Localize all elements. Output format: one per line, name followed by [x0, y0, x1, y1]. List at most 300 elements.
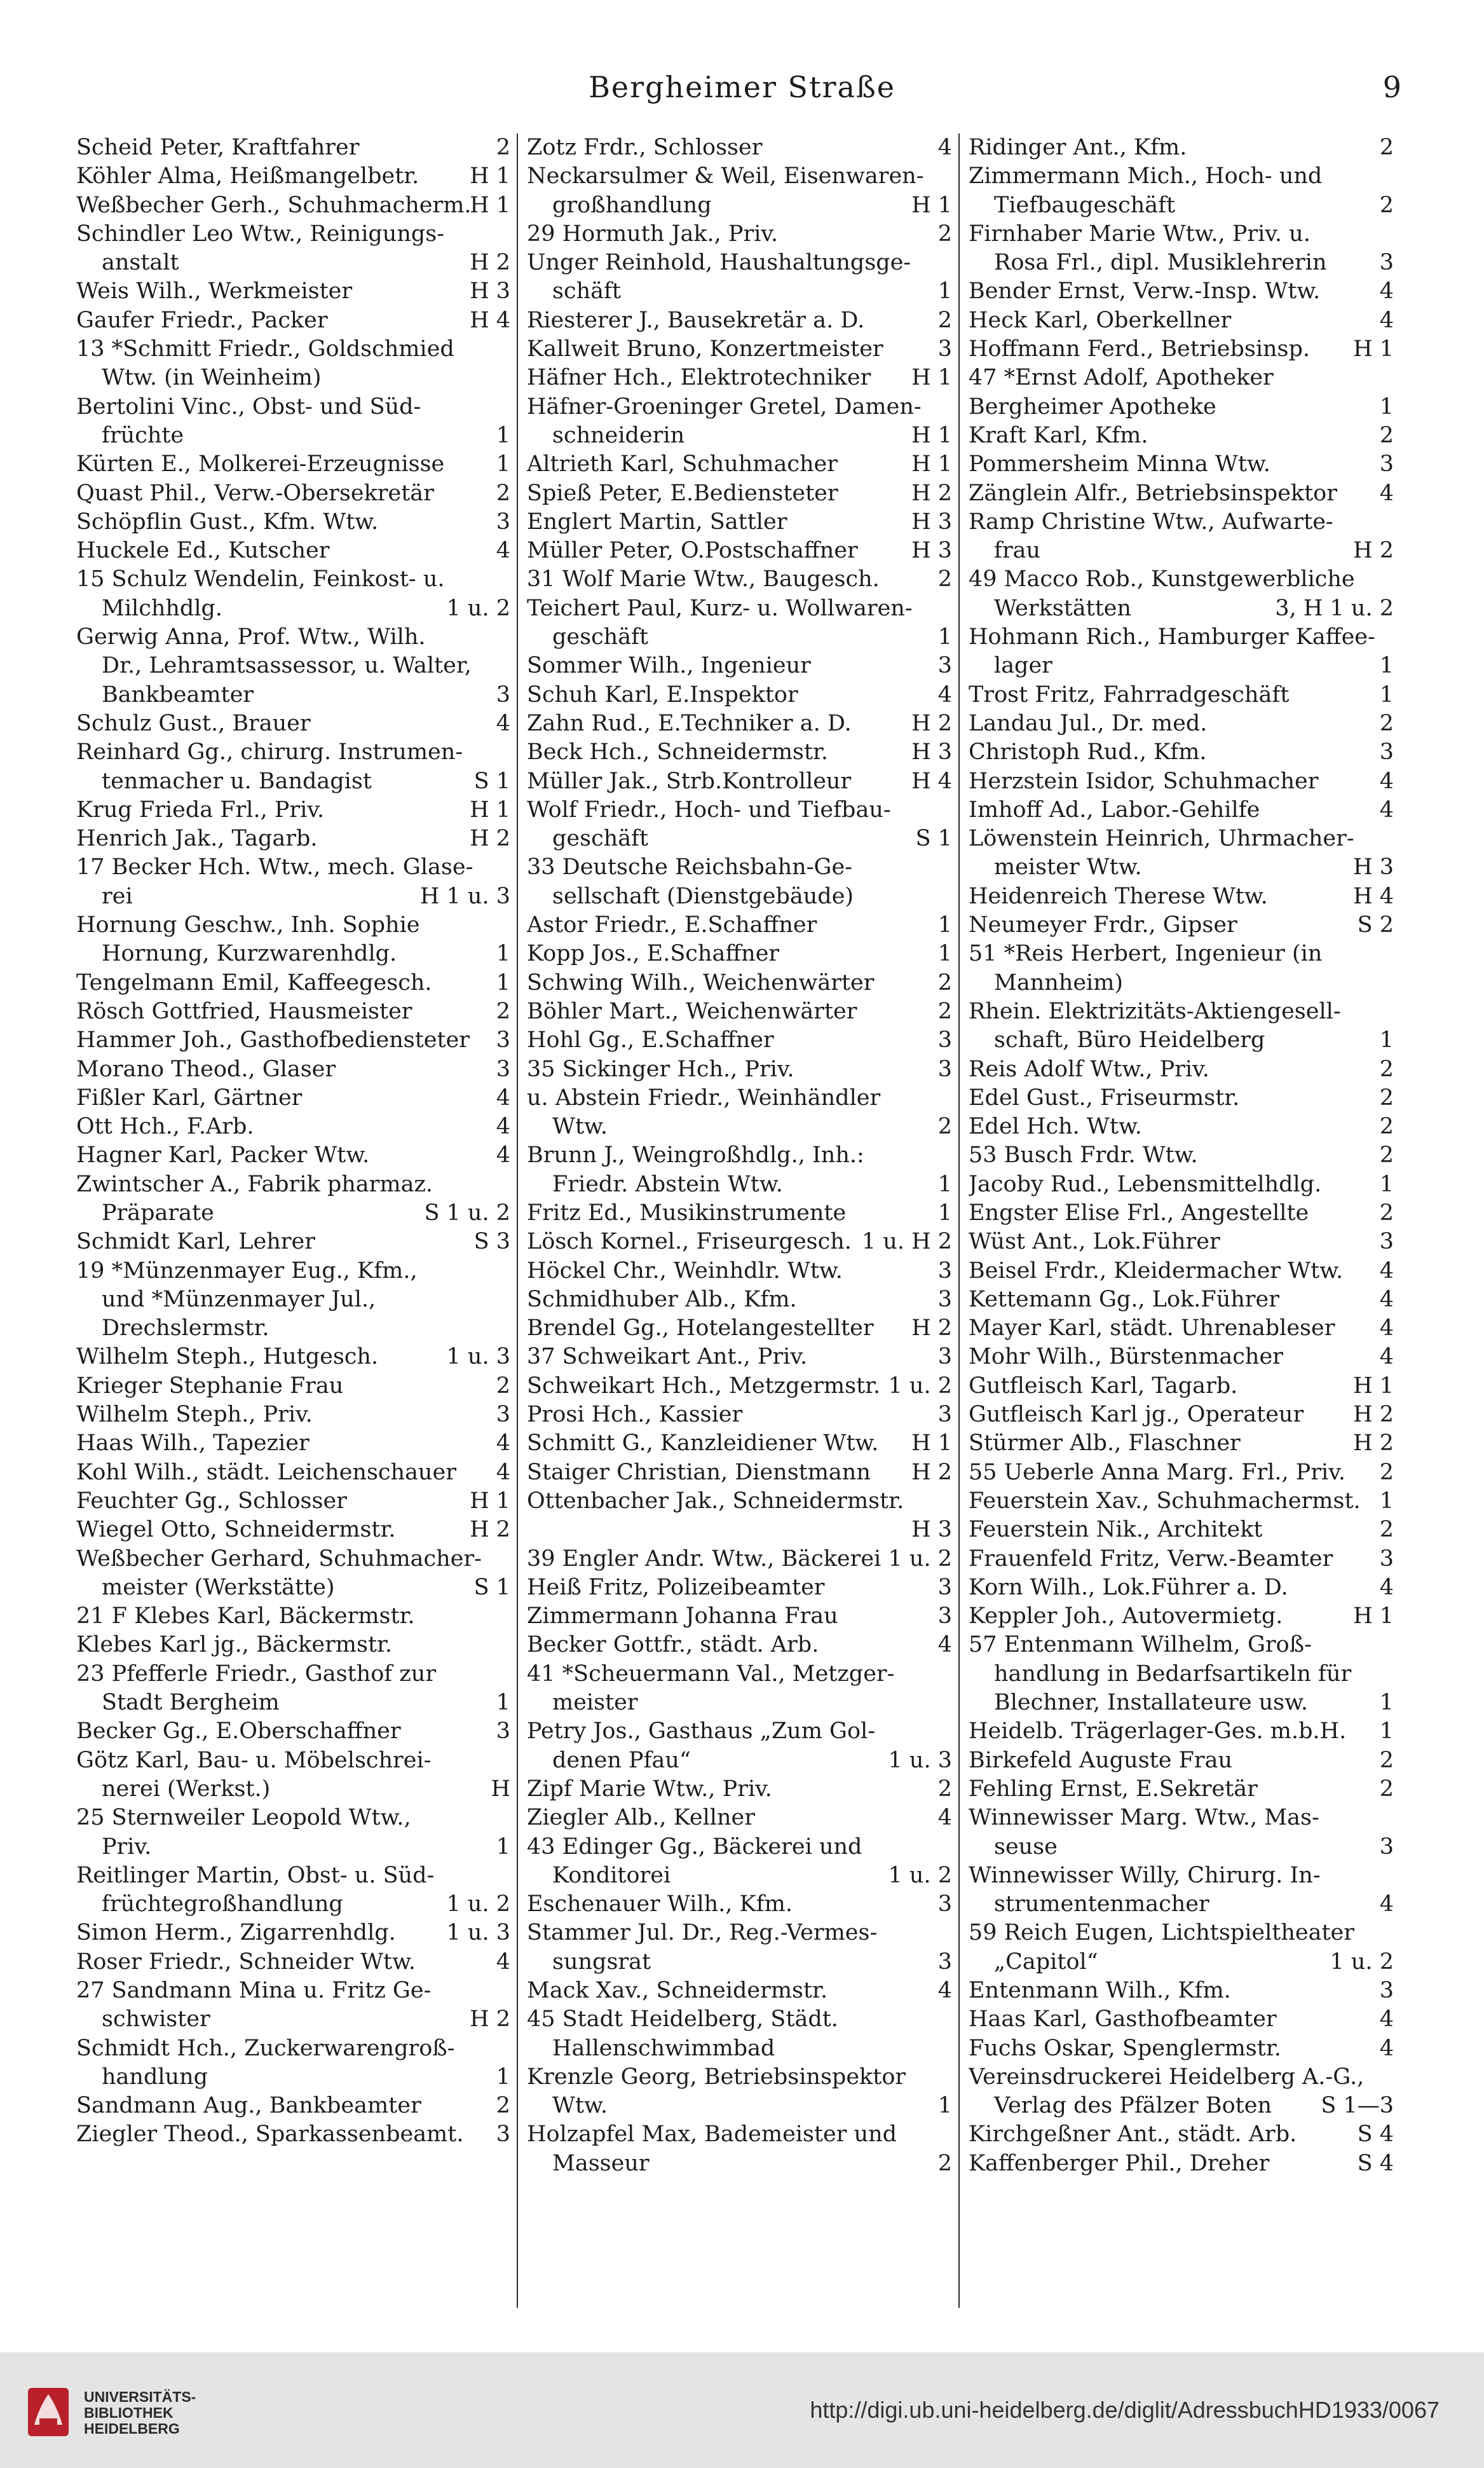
- entry-floor-marker: 1: [496, 422, 510, 448]
- entry-floor-marker: 2: [1379, 710, 1394, 736]
- directory-entry-line: [969, 767, 1394, 796]
- entry-floor-marker: 1: [496, 451, 510, 477]
- directory-entry-line: [969, 969, 1394, 997]
- entry-text: meister: [552, 1690, 638, 1716]
- entry-floor-marker: 4: [1379, 1286, 1394, 1312]
- entry-text: Reitlinger Martin, Obst- u. Süd-: [76, 1862, 435, 1888]
- directory-entry-line: [76, 681, 510, 710]
- entry-floor-marker: 4: [1379, 2006, 1394, 2033]
- directory-entry-line: [969, 1775, 1394, 1804]
- directory-entry-line: [76, 450, 510, 479]
- directory-entry-line: [969, 1285, 1394, 1314]
- entry-floor-marker: 1: [937, 941, 952, 967]
- directory-entry-line: [527, 393, 952, 422]
- entry-floor-marker: 1: [1379, 682, 1394, 708]
- entry-text: Ottenbacher Jak., Schneidermstr.: [527, 1488, 904, 1514]
- entry-floor-marker: 2: [937, 1776, 952, 1802]
- entry-floor-marker: 2: [496, 1373, 510, 1399]
- directory-entry-line: [969, 1516, 1394, 1544]
- entry-text: tenmacher u. Bandagist: [102, 768, 372, 794]
- entry-text: 43 Edinger Gg., Bäckerei und: [527, 1834, 862, 1860]
- entry-text: 35 Sickinger Hch., Priv.: [527, 1056, 794, 1082]
- entry-text: Staiger Christian, Dienstmann: [527, 1459, 871, 1485]
- directory-entry-line: [527, 1113, 952, 1141]
- entry-text: Weßbecher Gerh., Schuhmacherm.: [76, 192, 472, 218]
- entry-text: Mayer Karl, städt. Uhrenableser: [969, 1315, 1335, 1341]
- entry-text: schaft, Büro Heidelberg: [994, 1027, 1265, 1053]
- entry-floor-marker: 2: [937, 307, 952, 333]
- entry-floor-marker: 1 u. 2: [1330, 1949, 1394, 1975]
- entry-floor-marker: 2: [937, 221, 952, 247]
- entry-floor-marker: 4: [1379, 278, 1394, 305]
- entry-text: 37 Schweikart Ant., Priv.: [527, 1344, 808, 1370]
- directory-entry-line: [527, 2005, 952, 2034]
- directory-entry-line: [969, 422, 1394, 450]
- entry-floor-marker: H 1: [470, 1488, 510, 1514]
- entry-text: und *Münzenmayer Jul.,: [102, 1286, 376, 1312]
- directory-entry-line: [76, 767, 510, 796]
- entry-floor-marker: 4: [1379, 768, 1394, 794]
- entry-floor-marker: 3: [937, 653, 952, 679]
- entry-text: Vereinsdruckerei Heidelberg A.-G.,: [969, 2064, 1365, 2090]
- entry-floor-marker: 1: [937, 912, 952, 938]
- entry-text: Häfner Hch., Elektrotechniker: [527, 365, 871, 391]
- entry-text: Heidenreich Therese Wtw.: [969, 883, 1268, 909]
- entry-floor-marker: 1: [496, 2064, 510, 2090]
- directory-entry-line: [76, 393, 510, 422]
- entry-text: nerei (Werkst.): [102, 1776, 271, 1802]
- entry-text: lager: [994, 653, 1052, 679]
- entry-floor-marker: 3: [1379, 250, 1394, 276]
- entry-text: Schuh Karl, E.Inspektor: [527, 682, 798, 708]
- directory-entry-line: [969, 825, 1394, 853]
- directory-entry-line: [969, 277, 1394, 306]
- directory-entry-line: [969, 1141, 1394, 1170]
- library-name-line: BIBLIOTHEK: [84, 2404, 174, 2421]
- directory-entry-line: [527, 911, 952, 940]
- entry-text: handlung in Bedarfsartikeln für: [994, 1661, 1352, 1687]
- entry-floor-marker: H 1: [1353, 336, 1394, 362]
- entry-floor-marker: H 2: [911, 710, 952, 736]
- entry-floor-marker: H 1: [911, 365, 952, 391]
- directory-entry-line: [969, 2034, 1394, 2063]
- entry-floor-marker: H 2: [470, 250, 510, 276]
- entry-floor-marker: 4: [496, 710, 510, 736]
- directory-entry-line: [527, 1055, 952, 1084]
- entry-floor-marker: 1: [937, 1171, 952, 1197]
- entry-text: Krenzle Georg, Betriebsinspektor: [527, 2064, 906, 2090]
- directory-entry-line: [527, 796, 952, 825]
- entry-text: 17 Becker Hch. Wtw., mech. Glase-: [76, 854, 473, 881]
- entry-text: Kraft Karl, Kfm.: [969, 422, 1148, 448]
- entry-text: Rösch Gottfried, Hausmeister: [76, 998, 412, 1024]
- directory-entry-line: [969, 1689, 1394, 1717]
- directory-entry-line: [969, 249, 1394, 277]
- entry-text: Wiegel Otto, Schneidermstr.: [76, 1517, 396, 1543]
- entry-text: Beck Hch., Schneidermstr.: [527, 739, 829, 765]
- entry-floor-marker: 1: [1379, 653, 1394, 679]
- directory-entry-line: [76, 508, 510, 537]
- directory-entry-line: [527, 1977, 952, 2005]
- entry-floor-marker: 1: [1379, 1171, 1394, 1197]
- directory-entry-line: [527, 681, 952, 710]
- directory-entry-line: [969, 191, 1394, 220]
- entry-floor-marker: 2: [1379, 135, 1394, 160]
- entry-floor-marker: 3: [937, 1344, 952, 1370]
- entry-text: Trost Fritz, Fahrradgeschäft: [969, 682, 1290, 708]
- entry-floor-marker: 4: [496, 1142, 510, 1169]
- entry-text: Zipf Marie Wtw., Priv.: [527, 1776, 772, 1802]
- entry-floor-marker: H 2: [1353, 1430, 1394, 1457]
- entry-text: Edel Hch. Wtw.: [969, 1114, 1142, 1140]
- entry-floor-marker: 2: [1379, 1114, 1394, 1140]
- entry-floor-marker: 3: [937, 1027, 952, 1053]
- entry-floor-marker: 3, H 1 u. 2: [1275, 595, 1394, 621]
- entry-text: Bertolini Vinc., Obst- und Süd-: [76, 394, 421, 420]
- entry-text: 13 *Schmitt Friedr., Goldschmied: [76, 336, 454, 362]
- directory-entry-line: [76, 911, 510, 940]
- directory-entry-line: [76, 1141, 510, 1170]
- directory-entry-line: [969, 1257, 1394, 1285]
- entry-floor-marker: 2: [937, 970, 952, 996]
- entry-text: Lösch Kornel., Friseurgesch.: [527, 1229, 852, 1255]
- directory-entry-line: [76, 479, 510, 508]
- entry-text: Schweikart Hch., Metzgermstr.: [527, 1373, 881, 1399]
- entry-text: Sommer Wilh., Ingenieur: [527, 653, 811, 679]
- directory-entry-line: [76, 2120, 510, 2149]
- entry-text: Stürmer Alb., Flaschner: [969, 1430, 1241, 1457]
- directory-entry-line: [969, 1429, 1394, 1458]
- entry-text: Edel Gust., Friseurmstr.: [969, 1085, 1240, 1111]
- entry-text: Wüst Ant., Lok.Führer: [969, 1229, 1220, 1255]
- source-url-link[interactable]: http://digi.ub.uni-heidelberg.de/diglit/AdressbuchHD1933/0067: [810, 2397, 1440, 2423]
- entry-floor-marker: H 2: [1353, 538, 1394, 564]
- directory-entry-line: [527, 1170, 952, 1199]
- entry-floor-marker: 1: [1379, 394, 1394, 420]
- entry-text: Weis Wilh., Werkmeister: [76, 278, 353, 305]
- directory-entry-line: [527, 508, 952, 537]
- directory-entry-line: [527, 882, 952, 911]
- entry-text: Gerwig Anna, Prof. Wtw., Wilh.: [76, 624, 426, 650]
- entry-text: Kohl Wilh., städt. Leichenschauer: [76, 1459, 456, 1485]
- entry-floor-marker: 3: [1379, 739, 1394, 765]
- entry-text: Zänglein Alfr., Betriebsinspektor: [969, 480, 1337, 506]
- entry-text: Roser Friedr., Schneider Wtw.: [76, 1949, 416, 1975]
- directory-entry-line: [969, 508, 1394, 537]
- directory-entry-line: [969, 1573, 1394, 1602]
- entry-text: Fuchs Oskar, Spenglermstr.: [969, 2035, 1281, 2061]
- entry-floor-marker: H 2: [1353, 1402, 1394, 1428]
- entry-text: Zimmermann Mich., Hoch- und: [969, 163, 1323, 189]
- entry-text: Ziegler Alb., Kellner: [527, 1805, 755, 1831]
- directory-entry-line: [969, 1948, 1394, 1977]
- entry-text: Hallenschwimmbad: [552, 2035, 775, 2061]
- entry-floor-marker: 4: [1379, 1574, 1394, 1600]
- entry-text: Henrich Jak., Tagarb.: [76, 826, 318, 852]
- entry-text: Friedr. Abstein Wtw.: [552, 1171, 783, 1197]
- directory-entry-line: [76, 2063, 510, 2092]
- entry-text: Petry Jos., Gasthaus „Zum Gol-: [527, 1718, 876, 1745]
- entry-floor-marker: 1: [1379, 1488, 1394, 1514]
- entry-text: 57 Entenmann Wilhelm, Groß-: [969, 1632, 1312, 1658]
- directory-entry-line: [969, 162, 1394, 191]
- entry-text: Winnewisser Marg. Wtw., Mas-: [969, 1805, 1319, 1831]
- entry-floor-marker: 3: [937, 1056, 952, 1082]
- entry-text: sellschaft (Dienstgebäude): [552, 883, 854, 909]
- entry-floor-marker: 4: [1379, 797, 1394, 823]
- directory-entry-line: [969, 1113, 1394, 1141]
- entry-text: 25 Sternweiler Leopold Wtw.,: [76, 1805, 411, 1831]
- entry-text: Brunn J., Weingroßhdlg., Inh.:: [527, 1142, 864, 1169]
- directory-entry-line: [76, 1890, 510, 1919]
- directory-entry-line: [969, 2092, 1394, 2120]
- entry-floor-marker: 1: [1379, 1718, 1394, 1745]
- entry-floor-marker: H 2: [911, 1315, 952, 1341]
- entry-text: seuse: [994, 1834, 1058, 1860]
- directory-entry-line: [527, 134, 952, 162]
- directory-entry-line: [76, 2005, 510, 2034]
- directory-entry-line: [969, 1861, 1394, 1890]
- entry-text: Wilhelm Steph., Hutgesch.: [76, 1344, 379, 1370]
- entry-floor-marker: H 1: [911, 192, 952, 218]
- entry-text: Stammer Jul. Dr., Reg.-Vermes-: [527, 1920, 878, 1946]
- entry-text: schwister: [102, 2006, 210, 2033]
- directory-entry-line: [969, 2005, 1394, 2034]
- entry-text: 39 Engler Andr. Wtw., Bäckerei: [527, 1546, 882, 1572]
- entry-text: Schmidhuber Alb., Kfm.: [527, 1286, 797, 1312]
- directory-entry-line: [76, 1199, 510, 1228]
- entry-text: Entenmann Wilh., Kfm.: [969, 1978, 1231, 2003]
- entry-floor-marker: H 3: [911, 509, 952, 535]
- directory-entry-line: [527, 1026, 952, 1055]
- entry-floor-marker: H 4: [911, 768, 952, 794]
- entry-floor-marker: 1: [1379, 1690, 1394, 1716]
- directory-columns: [76, 134, 1401, 2308]
- directory-entry-line: [527, 2092, 952, 2120]
- directory-entry-line: [527, 1833, 952, 1861]
- entry-text: Hagner Karl, Packer Wtw.: [76, 1142, 370, 1169]
- entry-text: sungsrat: [552, 1949, 651, 1975]
- directory-entry-line: [969, 738, 1394, 767]
- entry-text: Dr., Lehramtsassessor, u. Walter,: [102, 653, 472, 679]
- entry-text: 51 *Reis Herbert, Ingenieur (in: [969, 941, 1323, 967]
- entry-floor-marker: H 2: [911, 1459, 952, 1485]
- directory-entry-line: [76, 710, 510, 738]
- entry-text: Löwenstein Heinrich, Uhrmacher-: [969, 826, 1354, 852]
- entry-text: Zwintscher A., Fabrik pharmaz.: [76, 1171, 433, 1197]
- directory-entry-line: [76, 1372, 510, 1401]
- entry-floor-marker: S 1: [915, 826, 952, 852]
- entry-text: Quast Phil., Verw.-Obersekretär: [76, 480, 434, 506]
- directory-entry-line: [76, 825, 510, 853]
- entry-text: Verlag des Pfälzer Boten: [994, 2093, 1272, 2119]
- entry-floor-marker: 2: [937, 998, 952, 1024]
- directory-entry-line: [969, 306, 1394, 335]
- entry-floor-marker: 4: [1379, 1258, 1394, 1284]
- entry-floor-marker: H 1: [470, 797, 510, 823]
- entry-text: 55 Ueberle Anna Marg. Frl., Priv.: [969, 1459, 1346, 1485]
- directory-entry-line: [76, 277, 510, 306]
- directory-entry-line: [969, 1977, 1394, 2005]
- directory-entry-line: [527, 2120, 952, 2149]
- entry-floor-marker: 3: [937, 336, 952, 362]
- entry-floor-marker: 2: [937, 566, 952, 593]
- directory-entry-line: [76, 537, 510, 565]
- directory-entry-line: [969, 565, 1394, 594]
- directory-entry-line: [527, 1084, 952, 1113]
- entry-text: Reinhard Gg., chirurg. Instrumen-: [76, 739, 463, 765]
- entry-text: Müller Peter, O.Postschaffner: [527, 538, 858, 564]
- entry-text: Kallweit Bruno, Konzertmeister: [527, 336, 883, 362]
- directory-entry-line: [527, 1631, 952, 1659]
- entry-text: Astor Friedr., E.Schaffner: [527, 912, 817, 938]
- entry-text: Feuerstein Xav., Schuhmachermst.: [969, 1488, 1361, 1514]
- library-name: [84, 2389, 196, 2437]
- entry-text: Imhoff Ad., Labor.-Gehilfe: [969, 797, 1260, 823]
- directory-entry-line: [76, 220, 510, 249]
- directory-entry-line: [527, 1516, 952, 1544]
- directory-entry-line: [527, 1775, 952, 1804]
- entry-floor-marker: 2: [496, 480, 510, 506]
- directory-entry-line: [76, 1026, 510, 1055]
- directory-column-2: [518, 134, 960, 2308]
- entry-text: Wilhelm Steph., Priv.: [76, 1402, 313, 1428]
- directory-entry-line: [76, 997, 510, 1026]
- entry-text: 53 Busch Frdr. Wtw.: [969, 1142, 1198, 1169]
- entry-text: 29 Hormuth Jak., Priv.: [527, 221, 779, 247]
- entry-text: Heck Karl, Oberkellner: [969, 307, 1232, 333]
- directory-entry-line: [969, 1717, 1394, 1746]
- entry-floor-marker: H: [491, 1776, 510, 1802]
- entry-floor-marker: 2: [1379, 1517, 1394, 1543]
- entry-floor-marker: 3: [496, 509, 510, 535]
- directory-entry-line: [76, 940, 510, 968]
- entry-floor-marker: S 2: [1357, 912, 1394, 938]
- directory-entry-line: [76, 191, 510, 220]
- entry-floor-marker: 4: [1379, 1315, 1394, 1341]
- entry-floor-marker: 2: [496, 998, 510, 1024]
- entry-floor-marker: 4: [496, 1114, 510, 1140]
- entry-text: Neumeyer Frdr., Gipser: [969, 912, 1237, 938]
- entry-text: Kopp Jos., E.Schaffner: [527, 941, 780, 967]
- entry-text: Werkstätten: [994, 595, 1132, 621]
- directory-entry-line: [969, 364, 1394, 392]
- entry-text: u. Abstein Friedr., Weinhändler: [527, 1085, 881, 1111]
- entry-floor-marker: 2: [1379, 1776, 1394, 1802]
- entry-text: früchtegroßhandlung: [102, 1891, 343, 1917]
- entry-text: Haas Wilh., Tapezier: [76, 1430, 310, 1457]
- entry-text: Jacoby Rud., Lebensmittelhdlg.: [969, 1171, 1322, 1197]
- directory-entry-line: [527, 1343, 952, 1371]
- directory-entry-line: [969, 1401, 1394, 1429]
- directory-entry-line: [969, 1314, 1394, 1343]
- directory-entry-line: [527, 1804, 952, 1832]
- entry-floor-marker: 2: [496, 2093, 510, 2119]
- directory-entry-line: [76, 1746, 510, 1775]
- directory-entry-line: [527, 1660, 952, 1689]
- column-3-lines: [969, 134, 1394, 2178]
- entry-floor-marker: 2: [937, 2150, 952, 2176]
- entry-text: 49 Macco Rob., Kunstgewerbliche: [969, 566, 1355, 593]
- directory-entry-line: [969, 450, 1394, 479]
- directory-entry-line: [969, 882, 1394, 911]
- directory-entry-line: [969, 1487, 1394, 1516]
- entry-text: Altrieth Karl, Schuhmacher: [527, 451, 838, 477]
- directory-entry-line: [76, 1458, 510, 1487]
- entry-floor-marker: 1: [496, 941, 510, 967]
- page-number: 9: [1382, 70, 1401, 104]
- directory-entry-line: [76, 594, 510, 623]
- entry-text: Schmidt Hch., Zuckerwarengroß-: [76, 2035, 455, 2061]
- directory-entry-line: [527, 1429, 952, 1458]
- entry-text: Kürten E., Molkerei-Erzeugnisse: [76, 451, 445, 477]
- entry-text: Morano Theod., Glaser: [76, 1056, 336, 1082]
- entry-text: Böhler Mart., Weichenwärter: [527, 998, 857, 1024]
- entry-text: Winnewisser Willy, Chirurg. In-: [969, 1862, 1321, 1888]
- entry-text: Präparate: [102, 1200, 214, 1226]
- entry-floor-marker: H 1: [1353, 1603, 1394, 1629]
- directory-entry-line: [76, 1602, 510, 1631]
- entry-text: „Capitol“: [994, 1949, 1098, 1975]
- directory-entry-line: [969, 1343, 1394, 1371]
- directory-entry-line: [527, 1401, 952, 1429]
- directory-entry-line: [969, 1631, 1394, 1659]
- entry-floor-marker: 1: [1379, 1027, 1394, 1053]
- directory-entry-line: [969, 1602, 1394, 1631]
- column-rule-1: [517, 134, 518, 2308]
- entry-text: Huckele Ed., Kutscher: [76, 538, 330, 564]
- entry-text: Becker Gottfr., städt. Arb.: [527, 1632, 819, 1658]
- directory-entry-line: [76, 422, 510, 450]
- entry-floor-marker: S 1 u. 2: [424, 1200, 510, 1226]
- directory-entry-line: [527, 479, 952, 508]
- directory-entry-line: [527, 1746, 952, 1775]
- entry-text: Zimmermann Johanna Frau: [527, 1603, 838, 1629]
- entry-text: Englert Martin, Sattler: [527, 509, 787, 535]
- entry-text: Ziegler Theod., Sparkassenbeamt.: [76, 2122, 464, 2148]
- entry-floor-marker: 4: [1379, 480, 1394, 506]
- entry-floor-marker: H 1: [470, 192, 510, 218]
- entry-floor-marker: H 3: [911, 739, 952, 765]
- entry-floor-marker: 3: [937, 1286, 952, 1312]
- directory-entry-line: [76, 1055, 510, 1084]
- entry-text: Becker Gg., E.Oberschaffner: [76, 1718, 401, 1745]
- entry-floor-marker: 3: [1379, 1834, 1394, 1860]
- entry-text: Hoffmann Ferd., Betriebsinsp.: [969, 336, 1310, 362]
- directory-entry-line: [527, 623, 952, 652]
- entry-text: 41 *Scheuermann Val., Metzger-: [527, 1661, 895, 1687]
- entry-floor-marker: S 3: [473, 1229, 510, 1255]
- entry-floor-marker: H 2: [470, 2006, 510, 2033]
- directory-entry-line: [969, 594, 1394, 623]
- entry-text: Zahn Rud., E.Techniker a. D.: [527, 710, 852, 736]
- entry-text: Tengelmann Emil, Kaffeegesch.: [76, 970, 432, 996]
- directory-entry-line: [969, 796, 1394, 825]
- directory-entry-line: [527, 1257, 952, 1285]
- entry-floor-marker: 3: [937, 1949, 952, 1975]
- entry-text: 47 *Ernst Adolf, Apotheker: [969, 365, 1274, 391]
- entry-floor-marker: 4: [937, 1632, 952, 1658]
- entry-text: Schwing Wilh., Weichenwärter: [527, 970, 875, 996]
- entry-text: Müller Jak., Strb.Kontrolleur: [527, 768, 852, 794]
- entry-text: Christoph Rud., Kfm.: [969, 739, 1207, 765]
- directory-entry-line: [527, 1141, 952, 1170]
- entry-floor-marker: H 3: [470, 278, 510, 305]
- directory-entry-line: [969, 1199, 1394, 1228]
- directory-entry-line: [969, 1833, 1394, 1861]
- entry-floor-marker: H 1 u. 3: [419, 883, 510, 909]
- entry-text: Korn Wilh., Lok.Führer a. D.: [969, 1574, 1288, 1600]
